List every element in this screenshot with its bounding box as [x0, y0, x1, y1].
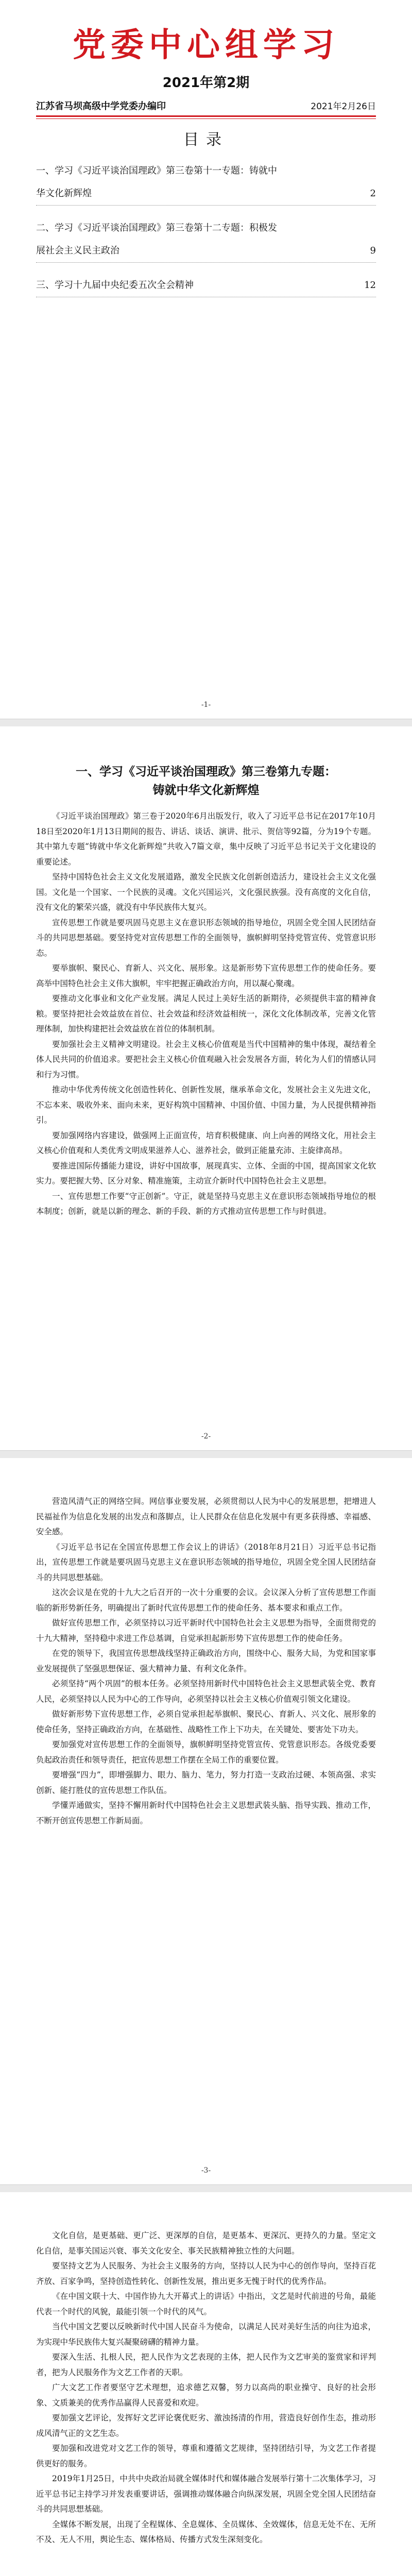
paragraph: 全媒体不断发展，出现了全程媒体、全息媒体、全员媒体、全效媒体，信息无处不在、无所不及、无人不用，舆论生态、媒体格局、传播方式发生深刻变化。: [36, 2519, 376, 2544]
publisher: 江苏省马坝高级中学党委办编印: [36, 101, 166, 112]
toc-entry-3[interactable]: [36, 274, 376, 297]
toc-entry-text: 华文化新辉煌: [36, 188, 92, 199]
page-separator: [0, 1450, 412, 1459]
toc-title: 目录: [183, 131, 229, 149]
red-rule-thin: [36, 118, 376, 119]
issue-number: 2021年第2期: [162, 75, 250, 91]
article-body: [36, 2228, 376, 2548]
publish-date: 2021年2月26日: [311, 101, 376, 112]
toc-page-number: 9: [368, 240, 376, 262]
paragraph: 要加强和改进党对文艺工作的领导，尊重和遵循文艺规律，坚持团结引导，为文艺工作者提供更好的服务。: [36, 2444, 376, 2468]
page-number: -3-: [201, 2166, 211, 2175]
toc-page-number: 2: [368, 182, 376, 205]
paragraph: 要举旗帜、聚民心、育新人、兴文化、展形象。这是新形势下宣传思想工作的使命任务。要高举中国特色社会主义伟大旗帜，牢牢把握正确政治方向，用以凝心聚魂。: [36, 963, 376, 988]
toc-entry-text: 一、学习《习近平谈治国理政》第三卷第十一专题：铸就中: [36, 165, 277, 176]
article-page-3: [0, 1458, 412, 2184]
paragraph: 坚持中国特色社会主义文化发展道路，激发全民族文化创新创造活力，建设社会主义文化强国。文化是一个国家、一个民族的灵魂。文化兴国运兴，文化强民族强。没有高度的文化自信，没有文化的繁荣兴盛，就没有中华民族伟大复兴。: [36, 872, 376, 912]
article-title-line2: 铸就中华文化新辉煌: [152, 784, 260, 797]
paragraph: 要增强“四力”，即增强脚力、眼力、脑力、笔力，努力打造一支政治过硬、本领高强、求实创新、能打胜仗的宣传思想工作队伍。: [36, 1770, 376, 1795]
toc-entry-text: 展社会主义民主政治: [36, 245, 119, 256]
toc-entry-text: 二、学习《习近平谈治国理政》第三卷第十二专题：积极发: [36, 223, 277, 233]
page-separator: [0, 2184, 412, 2193]
paragraph: 做好新形势下宣传思想工作，必须自觉承担起举旗帜、聚民心、育新人、兴文化、展形象的使命任务，坚持正确政治方向，在基础性、战略性工作上下功夫，在关键处、要害处下功夫。: [36, 1709, 376, 1734]
paragraph: 一、宣传思想工作要“守正创新”。守正，就是坚持马克思主义在意识形态领域指导地位的根本制度；创新，就是以新的理念、新的手段、新的方式推动宣传思想工作与时俱进。: [36, 1191, 376, 1216]
toc-entry-leader: [36, 274, 376, 297]
page-separator: [0, 719, 412, 727]
red-rule-thick: [36, 115, 376, 117]
toc-entry-1[interactable]: [36, 160, 376, 206]
toc-page-number: 12: [362, 274, 376, 297]
table-of-contents: [36, 160, 376, 297]
article-title: [36, 762, 376, 800]
article-title-line1: 一、学习《习近平谈治国理政》第三卷第九专题：: [76, 765, 336, 778]
paragraph: 2019年1月25日，中共中央政治局就全媒体时代和媒体融合发展举行第十二次集体学习，习近平总书记主持学习并发表重要讲话，强调推动媒体融合向纵深发展，巩固全党全国人民团结奋斗的共同思想基础。: [36, 2474, 376, 2514]
article-body: [36, 1494, 376, 1828]
cover-page: [0, 0, 412, 719]
paragraph: 文化自信，是更基础、更广泛、更深厚的自信，是更基本、更深沉、更持久的力量。坚定文化自信，是事关国运兴衰、事关文化安全、事关民族精神独立性的大问题。: [36, 2231, 376, 2256]
article-body: [36, 809, 376, 1219]
paragraph: 要加强党对宣传思想工作的全面领导，旗帜鲜明坚持党管宣传、党管意识形态。各级党委要负起政治责任和领导责任，把宣传思想工作摆在全局工作的重要位置。: [36, 1740, 376, 1765]
paragraph: 当代中国文艺要以反映新时代中国人民奋斗为使命，以满足人民对美好生活的向往为追求，为实现中华民族伟大复兴凝聚磅礴的精神力量。: [36, 2322, 376, 2347]
paragraph: 要推进国际传播能力建设，讲好中国故事，展现真实、立体、全面的中国，提高国家文化软实力。要把握大势、区分对象、精准施策，主动宣介新时代中国特色社会主义思想。: [36, 1161, 376, 1185]
paragraph: 要深入生活、扎根人民，把人民作为文艺表现的主体，把人民作为文艺审美的鉴赏家和评判者，把为人民服务作为文艺工作者的天职。: [36, 2352, 376, 2377]
publication-header: [36, 99, 376, 112]
paragraph: 要加强文艺评论，发挥好文艺评论褒优贬劣、激浊扬清的作用，营造良好创作生态，推动形成风清气正的文艺生态。: [36, 2413, 376, 2438]
toc-entry-leader: [36, 182, 376, 206]
paragraph: 要坚持文艺为人民服务、为社会主义服务的方向，坚持以人民为中心的创作导向，坚持百花齐放、百家争鸣，坚持创造性转化、创新性发展，推出更多无愧于时代的优秀作品。: [36, 2261, 376, 2286]
paragraph: 营造风清气正的网络空间。网信事业要发展，必须贯彻以人民为中心的发展思想，把增进人民福祉作为信息化发展的出发点和落脚点，让人民群众在信息化发展中有更多获得感、幸福感、安全感。: [36, 1497, 376, 1536]
page-number: -1-: [201, 701, 211, 709]
toc-entry-leader: [36, 240, 376, 263]
paragraph: 《习近平总书记在全国宣传思想工作会议上的讲话》（2018年8月21日）习近平总书记指出，宣传思想工作就是要巩固马克思主义在意识形态领域的指导地位，巩固全党全国人民团结奋斗的共同思想基础。: [36, 1542, 376, 1582]
page-number: -2-: [201, 1432, 211, 1440]
paragraph: 推动中华优秀传统文化创造性转化、创新性发展，继承革命文化，发展社会主义先进文化，不忘本来、吸收外来、面向未来，更好构筑中国精神、中国价值、中国力量，为人民提供精神指引。: [36, 1085, 376, 1125]
toc-entry-2[interactable]: [36, 217, 376, 263]
paragraph: 要加强网络内容建设，做强网上正面宣传，培育积极健康、向上向善的网络文化，用社会主义核心价值观和人类优秀文明成果滋养人心、滋养社会，做到正能量充沛、主旋律高昂。: [36, 1130, 376, 1155]
masthead-title: 党委中心组学习: [73, 26, 339, 64]
paragraph: 要推动文化事业和文化产业发展。满足人民过上美好生活的新期待，必须提供丰富的精神食粮。要坚持把社会效益放在首位、社会效益和经济效益相统一，深化文化体制改革，完善文化管理体制，加快构建把社会效益放在首位的体制机制。: [36, 994, 376, 1033]
paragraph: 广大文艺工作者要坚守艺术理想，追求德艺双馨，努力以高尚的职业操守、良好的社会形象、文质兼美的优秀作品赢得人民喜爱和欢迎。: [36, 2383, 376, 2408]
article-page-4: [0, 2192, 412, 2576]
article-page-2: [0, 726, 412, 1450]
paragraph: 学懂弄通做实，坚持不懈用新时代中国特色社会主义思想武装头脑、指导实践、推动工作，不断开创宣传思想工作新局面。: [36, 1801, 376, 1825]
paragraph: 宣传思想工作就是要巩固马克思主义在意识形态领域的指导地位，巩固全党全国人民团结奋斗的共同思想基础。要坚持党对宣传思想工作的全面领导，旗帜鲜明坚持党管宣传、党管意识形态。: [36, 918, 376, 958]
toc-entry-text: 三、学习十九届中央纪委五次全会精神: [36, 280, 194, 291]
paragraph: 必须坚持“两个巩固”的根本任务。必须坚持用新时代中国特色社会主义思想武装全党、教育人民，必须坚持以人民为中心的工作导向，必须坚持以社会主义核心价值观引领文化建设。: [36, 1679, 376, 1704]
paragraph: 《习近平谈治国理政》第三卷于2020年6月出版发行，收入了习近平总书记在2017年10月18日至2020年1月13日期间的报告、讲话、谈话、演讲、批示、贺信等92篇，分为19个专题。其中第九专题“铸就中华文化新辉煌”共收入7篇文章，集中反映了习近平总书记关于文化建设的重要论述。: [36, 811, 376, 867]
paragraph: 要加强社会主义精神文明建设。社会主义核心价值观是当代中国精神的集中体现，凝结着全体人民共同的价值追求。要把社会主义核心价值观融入社会发展各方面，转化为人们的情感认同和行为习惯。: [36, 1039, 376, 1079]
paragraph: 这次会议是在党的十九大之后召开的一次十分重要的会议。会议深入分析了宣传思想工作面临的新形势新任务，明确提出了新时代宣传思想工作的使命任务、基本要求和重点工作。: [36, 1588, 376, 1613]
paragraph: 做好宣传思想工作，必须坚持以习近平新时代中国特色社会主义思想为指导，全面贯彻党的十九大精神，坚持稳中求进工作总基调，自觉承担起新形势下宣传思想工作的使命任务。: [36, 1618, 376, 1643]
paragraph: 《在中国文联十大、中国作协九大开幕式上的讲话》中指出，文艺是时代前进的号角，最能代表一个时代的风貌，最能引领一个时代的风气。: [36, 2292, 376, 2316]
paragraph: 在党的领导下，我国宣传思想战线坚持正确政治方向，围绕中心、服务大局，为党和国家事业发展提供了坚强思想保证、强大精神力量、有利文化条件。: [36, 1649, 376, 1673]
